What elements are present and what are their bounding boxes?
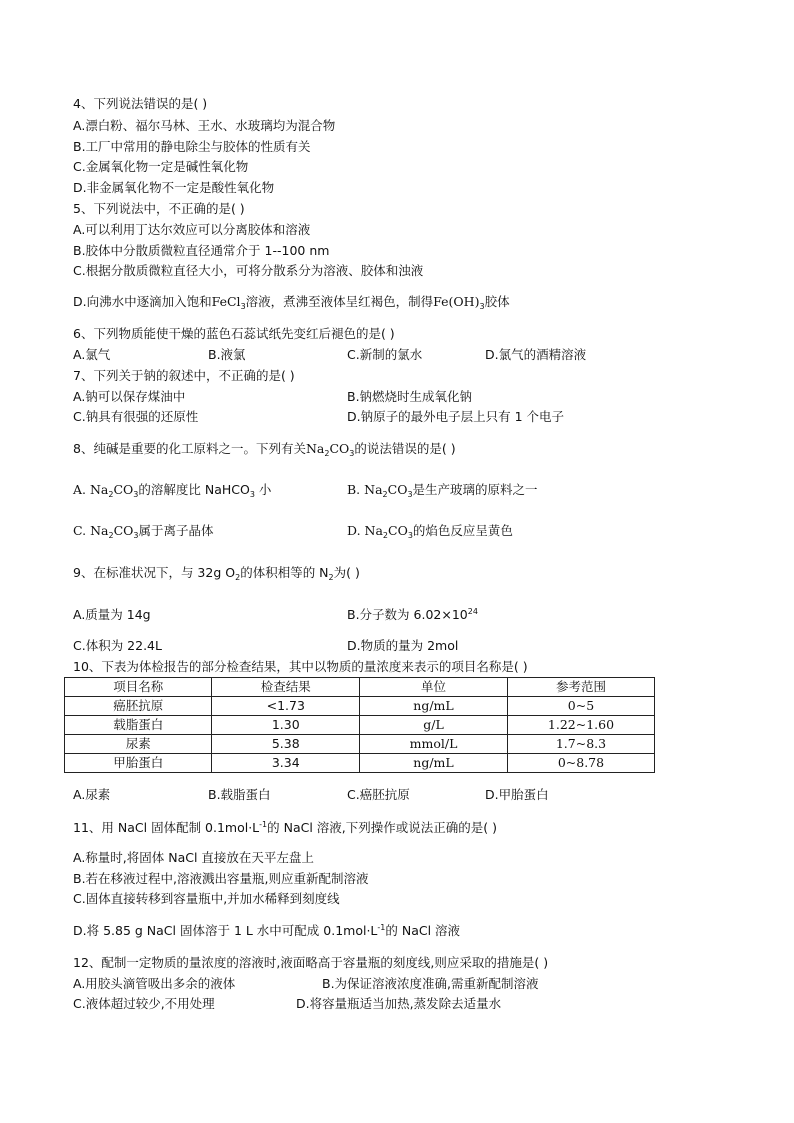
q8-stem-na: Na <box>305 441 325 456</box>
q5-d-mid: 溶液，煮沸至液体呈红褐色，制得 <box>245 294 434 309</box>
q11-d-post: 的 NaCl 溶液 <box>385 923 461 938</box>
q8-stem-co: CO <box>329 441 350 456</box>
q4-option-a: A.漂白粉、福尔马林、王水、水玻璃均为混合物 <box>73 118 336 133</box>
table-cell: ng/mL <box>360 697 508 716</box>
table-header-cell: 单位 <box>360 678 508 697</box>
q8-option-d <box>347 523 513 539</box>
q6-option-c: C.新制的氯水 <box>347 347 423 362</box>
q8-option-c <box>73 523 213 539</box>
table-header-row <box>65 678 655 697</box>
q5-d-formula1: FeCl <box>211 294 241 309</box>
q4-stem: 4、下列说法错误的是( ) <box>73 96 208 111</box>
q8-stem-post: 的说法错误的是( ) <box>354 441 456 456</box>
q10-option-d: D.甲胎蛋白 <box>485 787 549 802</box>
table-header-cell: 参考范围 <box>507 678 654 697</box>
q9-option-c: C.体积为 22.4L <box>73 638 162 653</box>
table-row <box>65 716 655 735</box>
q9-stem-sub2: 2 <box>328 573 334 582</box>
table-cell: ng/mL <box>360 754 508 773</box>
q7-option-b: B.钠燃烧时生成氧化钠 <box>347 389 473 404</box>
q8-a-mid: CO <box>113 482 134 497</box>
q5-d-sub1: 3 <box>240 302 246 311</box>
table-cell: 5.38 <box>212 735 360 754</box>
q11-stem-sup: -1 <box>259 820 268 829</box>
q11-option-d <box>73 923 460 939</box>
q8-stem <box>73 441 456 457</box>
q8-c-sub1: 2 <box>108 531 114 540</box>
table-cell: mmol/L <box>360 735 508 754</box>
q9-b-sup: 24 <box>467 607 478 616</box>
q9-option-a: A.质量为 14g <box>73 607 151 622</box>
q4-option-c: C.金属氧化物一定是碱性氧化物 <box>73 159 249 174</box>
q6-option-d: D.氯气的酒精溶液 <box>485 347 587 362</box>
q9-stem-mid: 的体积相等的 N <box>240 565 329 580</box>
q10-option-c: C.癌胚抗原 <box>347 787 410 802</box>
table-cell: g/L <box>360 716 508 735</box>
q11-stem <box>73 820 497 836</box>
q5-stem: 5、下列说法中，不正确的是( ) <box>73 201 245 216</box>
q5-d-formula2: Fe(OH) <box>433 294 480 309</box>
q6-option-a: A.氯气 <box>73 347 111 362</box>
q8-a-post1: 的溶解度比 NaHCO <box>138 482 250 497</box>
q11-d-sup: -1 <box>377 923 386 932</box>
q11-d-pre: D.将 5.85 g NaCl 固体溶于 1 L 水中可配成 0.1mol·L <box>73 923 378 938</box>
table-cell: 1.22~1.60 <box>507 716 654 735</box>
q10-stem: 10、下表为体检报告的部分检查结果，其中以物质的量浓度来表示的项目名称是( ) <box>73 659 528 674</box>
q8-b-sub2: 3 <box>407 490 413 499</box>
q8-stem-sub1: 2 <box>324 449 330 458</box>
table-cell: 1.7~8.3 <box>507 735 654 754</box>
q10-option-a: A.尿素 <box>73 787 111 802</box>
q8-stem-sub2: 3 <box>349 449 355 458</box>
table-cell: 0~8.78 <box>507 754 654 773</box>
q8-a-sub2: 3 <box>133 490 139 499</box>
q12-stem: 12、配制一定物质的量浓度的溶液时,液面略高于容量瓶的刻度线,则应采取的措施是( ) <box>73 955 549 970</box>
table-cell: <1.73 <box>212 697 360 716</box>
q8-b-mid: CO <box>387 482 408 497</box>
q11-option-a: A.称量时,将固体 NaCl 直接放在天平左盘上 <box>73 850 314 865</box>
q11-option-b: B.若在移液过程中,溶液溅出容量瓶,则应重新配制溶液 <box>73 871 369 886</box>
q9-stem-pre: 9、在标准状况下，与 32g O <box>73 565 236 580</box>
q5-d-post: 胶体 <box>484 294 510 309</box>
q8-c-sub2: 3 <box>133 531 139 540</box>
table-cell: 3.34 <box>212 754 360 773</box>
q8-a-pre: A. Na <box>73 482 109 497</box>
q8-option-a <box>73 482 271 498</box>
q8-b-sub1: 2 <box>382 490 388 499</box>
q8-c-mid: CO <box>113 523 134 538</box>
table-row <box>65 735 655 754</box>
q8-d-sub2: 3 <box>407 531 413 540</box>
table-cell: 甲胎蛋白 <box>65 754 212 773</box>
q9-option-b <box>347 607 478 623</box>
q5-option-c: C.根据分散质微粒直径大小，可将分散系分为溶液、胶体和浊液 <box>73 263 424 278</box>
q12-option-a: A.用胶头滴管吸出多余的液体 <box>73 976 236 991</box>
q5-d-sub2: 3 <box>479 302 485 311</box>
q11-option-c: C.固体直接转移到容量瓶中,并加水稀释到刻度线 <box>73 891 340 906</box>
q7-option-a: A.钠可以保存煤油中 <box>73 389 186 404</box>
q5-option-b: B.胶体中分散质微粒直径通常介于 1--100 nm <box>73 243 330 258</box>
q4-option-d: D.非金属氧化物不一定是酸性氧化物 <box>73 180 275 195</box>
report-table <box>64 677 655 773</box>
q6-stem: 6、下列物质能使干燥的蓝色石蕊试纸先变红后褪色的是( ) <box>73 326 395 341</box>
q8-b-post: 是生产玻璃的原料之一 <box>412 482 538 497</box>
q9-stem <box>73 565 360 581</box>
q10-option-b: B.载脂蛋白 <box>208 787 271 802</box>
q8-d-sub1: 2 <box>382 531 389 540</box>
q4-option-b: B.工厂中常用的静电除尘与胶体的性质有关 <box>73 139 311 154</box>
table-cell: 0~5 <box>507 697 654 716</box>
q12-option-d: D.将容量瓶适当加热,蒸发除去适量水 <box>296 996 502 1011</box>
q8-a-post2: 小 <box>254 482 272 497</box>
q9-option-d: D.物质的量为 2mol <box>347 638 459 653</box>
table-header-cell: 检查结果 <box>212 678 360 697</box>
q8-b-pre: B. Na <box>347 482 383 497</box>
q8-c-pre: C. Na <box>73 523 109 538</box>
q8-d-pre: D. Na <box>347 523 383 538</box>
q5-option-a: A.可以利用丁达尔效应可以分离胶体和溶液 <box>73 222 311 237</box>
q9-stem-post: 为( ) <box>333 565 360 580</box>
q11-stem-pre: 11、用 NaCl 固体配制 0.1mol·L <box>73 820 260 835</box>
q7-option-c: C.钠具有很强的还原性 <box>73 409 199 424</box>
q5-d-pre: D.向沸水中逐滴加入饱和 <box>73 294 212 309</box>
q7-stem: 7、下列关于钠的叙述中，不正确的是( ) <box>73 368 295 383</box>
q8-a-sub1: 2 <box>108 490 114 499</box>
q5-option-d <box>73 294 510 310</box>
q8-a-sub3: 3 <box>249 490 255 499</box>
table-row <box>65 754 655 773</box>
q8-stem-pre: 8、纯碱是重要的化工原料之一。下列有关 <box>73 441 306 456</box>
q11-stem-post: 的 NaCl 溶液,下列操作或说法正确的是( ) <box>267 820 497 835</box>
q8-d-post: 的焰色反应呈黄色 <box>412 523 513 538</box>
q6-option-b: B.液氯 <box>208 347 246 362</box>
q8-c-post: 属于离子晶体 <box>138 523 214 538</box>
table-row <box>65 697 655 716</box>
table-cell: 癌胚抗原 <box>65 697 212 716</box>
q8-option-b <box>347 482 538 498</box>
q8-d-mid: CO <box>388 523 408 538</box>
q9-stem-sub1: 2 <box>235 573 241 582</box>
table-cell: 1.30 <box>212 716 360 735</box>
q9-b-pre: B.分子数为 6.02×10 <box>347 607 468 622</box>
q12-option-c: C.液体超过较少,不用处理 <box>73 996 215 1011</box>
table-cell: 尿素 <box>65 735 212 754</box>
table-cell: 载脂蛋白 <box>65 716 212 735</box>
q12-option-b: B.为保证溶液浓度准确,需重新配制溶液 <box>322 976 539 991</box>
table-header-cell: 项目名称 <box>65 678 212 697</box>
q7-option-d: D.钠原子的最外电子层上只有 1 个电子 <box>347 409 564 424</box>
